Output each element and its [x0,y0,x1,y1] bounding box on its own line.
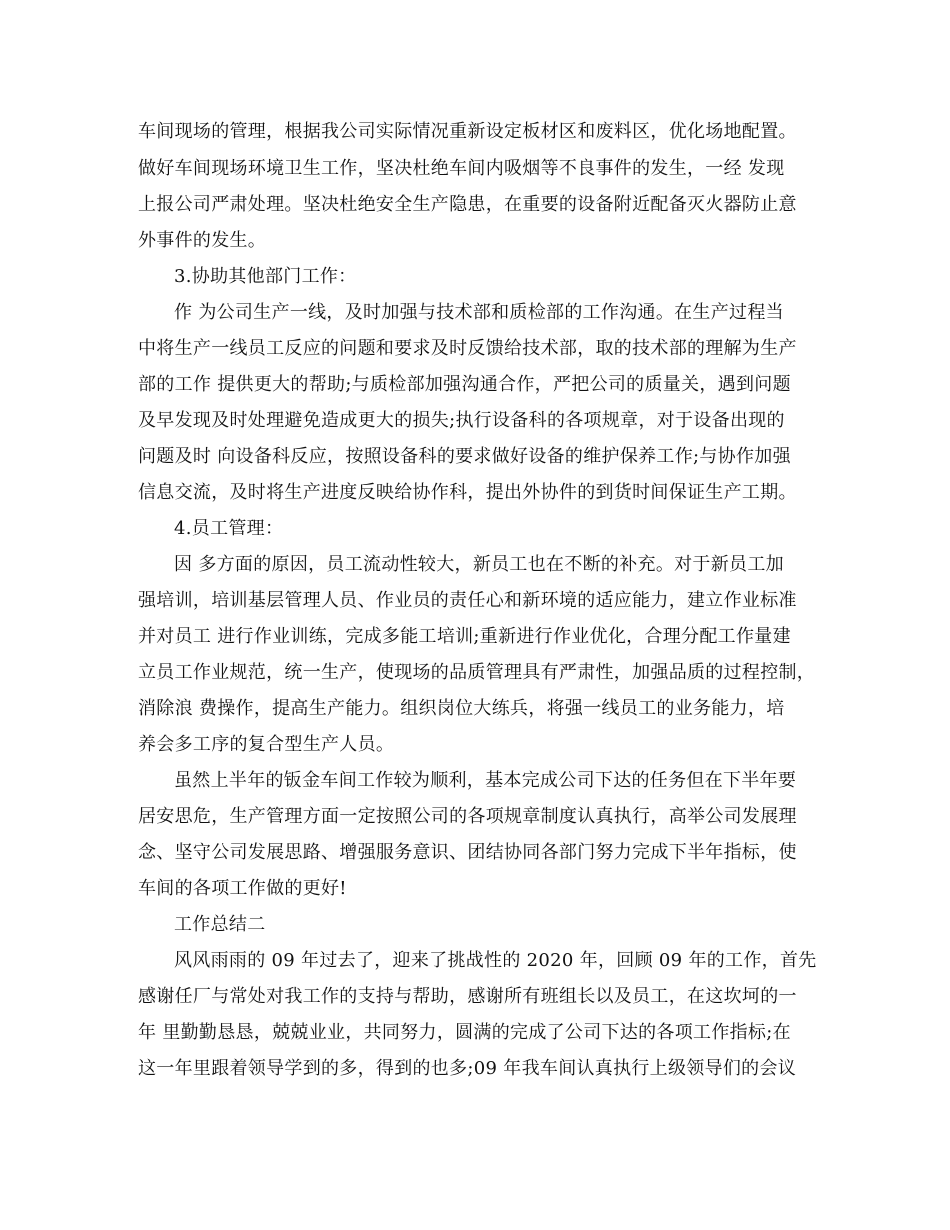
text-line: 做好车间现场环境卫生工作，坚决杜绝车间内吸烟等不良事件的发生，一经 发现 [138,158,785,179]
text-line: 感谢任厂与常处对我工作的支持与帮助，感谢所有班组长以及员工，在这坎坷的一 [138,986,797,1007]
text-line: 中将生产一线员工反应的问题和要求及时反馈给技术部，取的技术部的理解为生产 [138,338,797,359]
text-line: 外事件的发生。 [138,230,267,251]
text-line: 念、坚守公司发展思路、增强服务意识、团结协同各部门努力完成下半年指标，使 [138,842,797,863]
text-line: 作 为公司生产一线，及时加强与技术部和质检部的工作沟通。在生产过程当 [174,302,784,323]
section-heading: 4.员工管理： [174,518,284,539]
text-line: 消除浪 费操作，提高生产能力。组织岗位大练兵，将强一线员工的业务能力，培 [138,698,785,719]
text-line: 立员工作业规范，统一生产，使现场的品质管理具有严肃性，加强品质的过程控制， [138,662,816,683]
text-line: 这一年里跟着领导学到的多，得到的也多;09 年我车间认真执行上级领导们的会议 [138,1058,797,1079]
text-line: 信息交流，及时将生产进度反映给协作科，提出外协件的到货时间保证生产工期。 [138,482,797,503]
text-line: 问题及时 向设备科反应，按照设备科的要求做好设备的维护保养工作;与协作加强 [138,446,791,467]
text-line: 年 里勤勤恳恳，兢兢业业，共同努力，圆满的完成了公司下达的各项工作指标;在 [138,1022,791,1043]
section-heading: 3.协助其他部门工作： [174,266,357,287]
text-line: 部的工作 提供更大的帮助;与质检部加强沟通合作，严把公司的质量关，遇到问题 [138,374,791,395]
text-line: 养会多工序的复合型生产人员。 [138,734,395,755]
text-line: 车间的各项工作做的更好! [138,878,347,899]
text-line: 并对员工 进行作业训练，完成多能工培训;重新进行作业优化，合理分配工作量建 [138,626,791,647]
text-line: 上报公司严肃处理。坚决杜绝安全生产隐患，在重要的设备附近配备灭火器防止意 [138,194,797,215]
text-line: 因 多方面的原因，员工流动性较大，新员工也在不断的补充。对于新员工加 [174,554,784,575]
text-line: 风风雨雨的 09 年过去了，迎来了挑战性的 2020 年，回顾 09 年的工作，首先 [174,950,817,971]
section-heading: 工作总结二 [174,914,266,935]
text-line: 车间现场的管理，根据我公司实际情况重新设定板材区和废料区，优化场地配置。 [138,121,797,142]
text-line: 虽然上半年的钣金车间工作较为顺利，基本完成公司下达的任务但在下半年要 [174,770,797,791]
text-line: 居安思危，生产管理方面一定按照公司的各项规章制度认真执行，高举公司发展理 [138,806,797,827]
text-line: 强培训，培训基层管理人员、作业员的责任心和新环境的适应能力，建立作业标准 [138,590,797,611]
text-line: 及早发现及时处理避免造成更大的损失;执行设备科的各项规章，对于设备出现的 [138,410,785,431]
